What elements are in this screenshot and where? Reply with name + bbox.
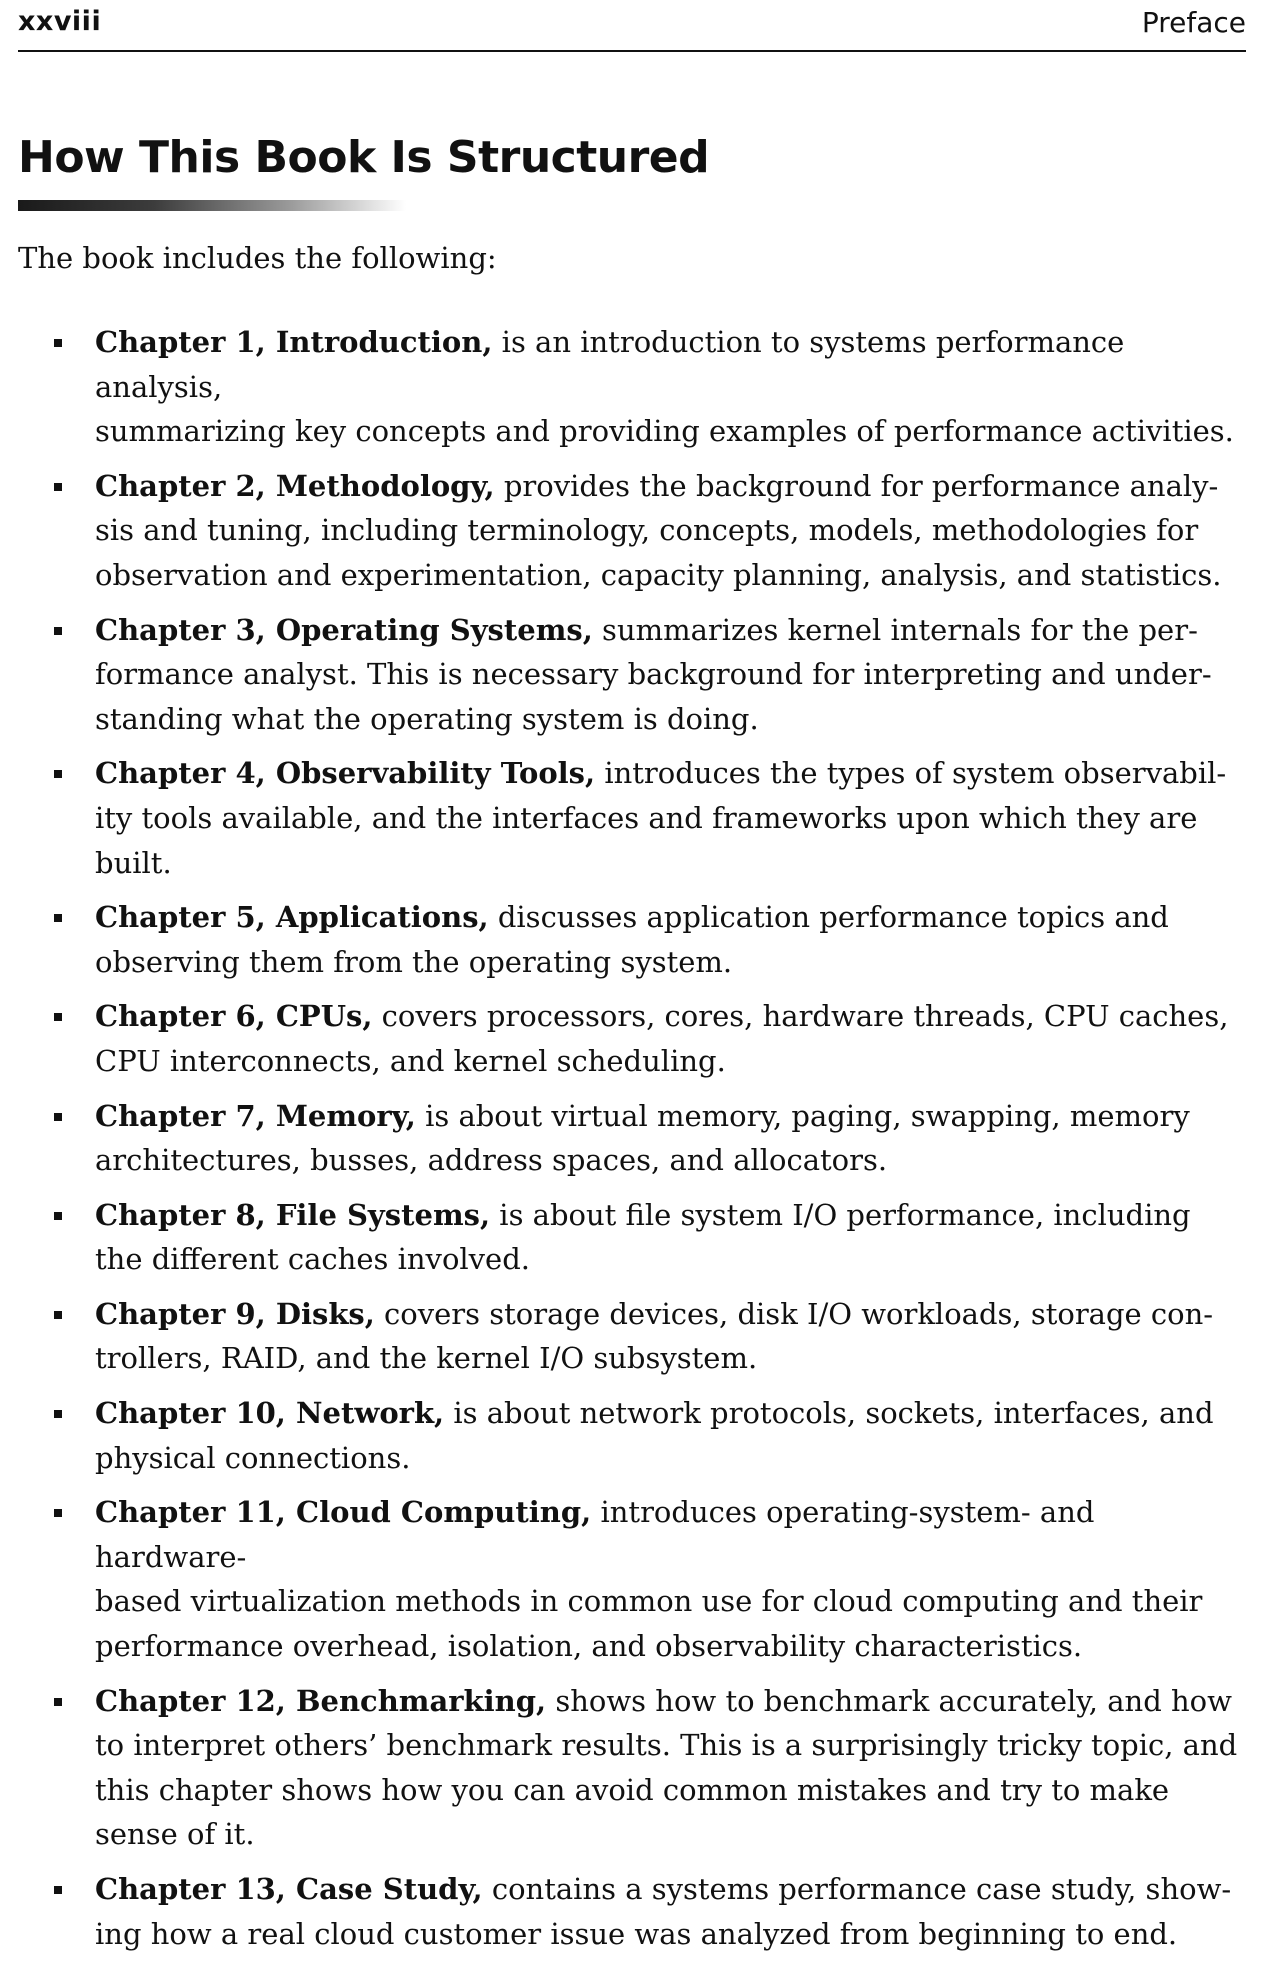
- chapter-item: [0, 751, 1266, 885]
- chapter-item: [0, 1490, 1266, 1668]
- bullet-marker: [54, 627, 62, 635]
- chapter-item: [0, 464, 1266, 598]
- bullet-marker: [54, 1113, 62, 1121]
- chapter-description-line: ity tools available, and the interfaces and frameworks upon which they are: [95, 800, 1198, 835]
- chapter-item: [0, 895, 1266, 984]
- chapter-description-line: the different caches involved.: [95, 1242, 530, 1277]
- bullet-marker: [54, 483, 62, 491]
- chapter-item: [0, 994, 1266, 1083]
- chapter-item: [0, 608, 1266, 742]
- page-number: xxviii: [18, 6, 102, 37]
- chapter-item: [0, 320, 1266, 454]
- chapter-item: [0, 1679, 1266, 1857]
- chapter-list: [0, 320, 1266, 1966]
- bullet-marker: [54, 770, 62, 778]
- chapter-item: [0, 1292, 1266, 1381]
- chapter-title: Chapter 7, Memory,: [95, 1098, 416, 1133]
- chapter-description-line: CPU interconnects, and kernel scheduling.: [95, 1043, 726, 1078]
- chapter-description-line: observing them from the operating system.: [95, 944, 733, 979]
- chapter-description-line: formance analyst. This is necessary background for interpreting and under-: [95, 657, 1212, 692]
- chapter-title: Chapter 1, Introduction,: [95, 325, 493, 359]
- chapter-description-line: architectures, busses, address spaces, and allocators.: [95, 1143, 888, 1178]
- chapter-description-line: provides the background for performance analy-: [494, 468, 1219, 503]
- chapter-description-line: this chapter shows how you can avoid common mistakes and try to make: [95, 1772, 1170, 1807]
- chapter-description-line: is about file system I/O performance, including: [490, 1197, 1191, 1232]
- chapter-item: [0, 1391, 1266, 1480]
- chapter-item: [0, 1094, 1266, 1183]
- bullet-marker: [54, 1886, 62, 1894]
- chapter-title: Chapter 9, Disks,: [95, 1296, 375, 1331]
- chapter-description-line: is an introduction to systems performance analysis,: [95, 325, 1125, 404]
- bullet-marker: [54, 1509, 62, 1517]
- chapter-title: Chapter 12, Benchmarking,: [95, 1683, 547, 1718]
- chapter-description-line: introduces the types of system observabil-: [595, 756, 1227, 791]
- bullet-marker: [54, 339, 62, 347]
- chapter-description-line: sense of it.: [95, 1817, 255, 1852]
- chapter-title: Chapter 5, Applications,: [95, 900, 489, 935]
- chapter-description-line: ing how a real cloud customer issue was analyzed from beginning to end.: [95, 1916, 1178, 1951]
- chapter-description-line: observation and experimentation, capacity planning, analysis, and statistics.: [95, 557, 1222, 592]
- chapter-item: [0, 1867, 1266, 1956]
- chapter-description-line: shows how to benchmark accurately, and how: [546, 1683, 1232, 1718]
- chapter-description-line: discusses application performance topics and: [488, 900, 1169, 935]
- chapter-title: Chapter 11, Cloud Computing,: [95, 1495, 592, 1530]
- chapter-description-line: trollers, RAID, and the kernel I/O subsystem.: [95, 1341, 758, 1376]
- chapter-description-line: based virtualization methods in common use for cloud computing and their: [95, 1584, 1203, 1619]
- chapter-title: Chapter 13, Case Study,: [95, 1872, 483, 1906]
- bullet-marker: [54, 1410, 62, 1418]
- running-head: [18, 0, 1246, 52]
- bullet-marker: [54, 1013, 62, 1021]
- intro-paragraph: The book includes the following:: [18, 241, 497, 275]
- chapter-description-line: to interpret others’ benchmark results. This is a surprisingly tricky topic, and: [95, 1728, 1238, 1763]
- chapter-title: Chapter 4, Observability Tools,: [95, 756, 596, 791]
- bullet-marker: [54, 1311, 62, 1319]
- chapter-description-line: physical connections.: [95, 1440, 411, 1475]
- bullet-marker: [54, 1212, 62, 1220]
- bullet-marker: [54, 1698, 62, 1706]
- chapter-title: Chapter 8, File Systems,: [95, 1197, 491, 1232]
- chapter-description-line: introduces operating-system- and hardware-: [95, 1495, 1095, 1574]
- heading-rule: [18, 200, 406, 211]
- chapter-title: Chapter 10, Network,: [95, 1396, 445, 1431]
- section-heading: How This Book Is Structured: [18, 132, 710, 183]
- chapter-description-line: sis and tuning, including terminology, concepts, models, methodologies for: [95, 513, 1199, 548]
- bullet-marker: [54, 914, 62, 922]
- chapter-description-line: summarizing key concepts and providing examples of performance activities.: [95, 414, 1234, 449]
- chapter-description-line: built.: [95, 845, 172, 880]
- chapter-description-line: performance overhead, isolation, and observability characteristics.: [95, 1629, 1083, 1664]
- chapter-description-line: summarizes kernel internals for the per-: [592, 612, 1198, 647]
- chapter-description-line: covers storage devices, disk I/O workloads, storage con-: [374, 1296, 1214, 1331]
- chapter-description-line: is about network protocols, sockets, interfaces, and: [444, 1396, 1214, 1431]
- chapter-description-line: contains a systems performance case study, show-: [482, 1872, 1232, 1906]
- chapter-description-line: standing what the operating system is doing.: [95, 701, 759, 736]
- chapter-item: [0, 1193, 1266, 1282]
- chapter-title: Chapter 6, CPUs,: [95, 999, 373, 1034]
- running-head-section: Preface: [1141, 6, 1246, 39]
- chapter-title: Chapter 3, Operating Systems,: [95, 612, 593, 647]
- chapter-description-line: covers processors, cores, hardware threads, CPU caches,: [372, 999, 1229, 1034]
- chapter-title: Chapter 2, Methodology,: [95, 468, 495, 503]
- chapter-description-line: is about virtual memory, paging, swapping, memory: [415, 1098, 1190, 1133]
